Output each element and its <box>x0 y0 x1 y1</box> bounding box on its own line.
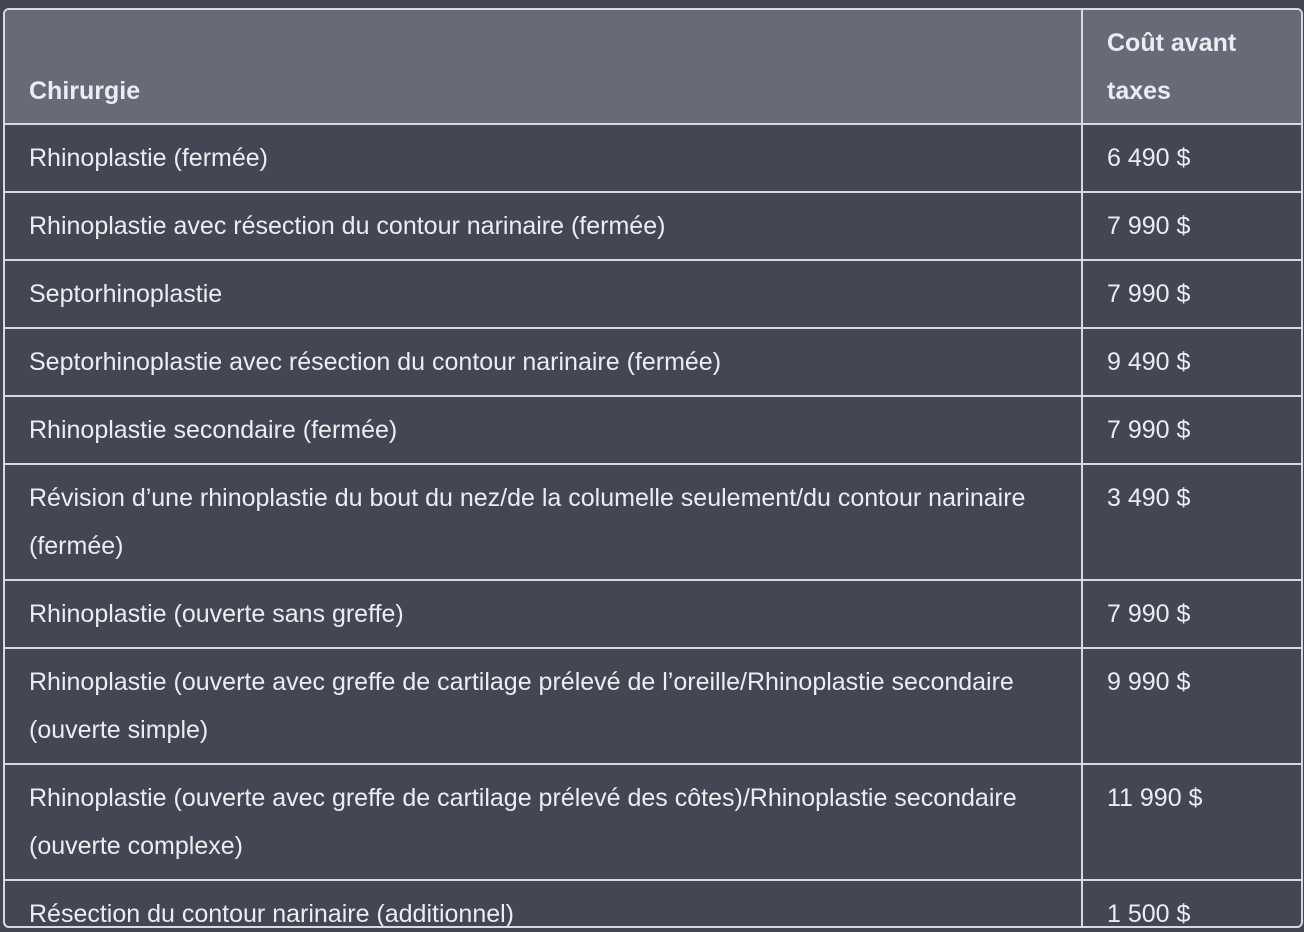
cost-cell: 11 990 $ <box>1082 764 1301 880</box>
surgery-cell: Rhinoplastie avec résection du contour narinaire (fermée) <box>5 192 1082 260</box>
surgery-cell: Résection du contour narinaire (additionnel) <box>5 880 1082 928</box>
surgery-cell: Rhinoplastie (fermée) <box>5 124 1082 192</box>
surgery-cell: Septorhinoplastie <box>5 260 1082 328</box>
table-row <box>5 124 1301 192</box>
table-row <box>5 648 1301 764</box>
column-header-surgery: Chirurgie <box>5 10 1082 124</box>
cost-cell: 9 990 $ <box>1082 648 1301 764</box>
surgery-cell: Rhinoplastie (ouverte avec greffe de cartilage prélevé de l’oreille/Rhinoplastie secondaire (ouverte simple) <box>5 648 1082 764</box>
surgery-cell: Révision d’une rhinoplastie du bout du nez/de la columelle seulement/du contour narinaire (fermée) <box>5 464 1082 580</box>
table-row <box>5 192 1301 260</box>
table-header-row <box>5 10 1301 124</box>
cost-cell: 3 490 $ <box>1082 464 1301 580</box>
surgery-cell: Rhinoplastie secondaire (fermée) <box>5 396 1082 464</box>
cost-cell: 7 990 $ <box>1082 260 1301 328</box>
price-table-container <box>3 8 1303 928</box>
surgery-cell: Septorhinoplastie avec résection du contour narinaire (fermée) <box>5 328 1082 396</box>
cost-cell: 7 990 $ <box>1082 580 1301 648</box>
table-row <box>5 764 1301 880</box>
surgery-cell: Rhinoplastie (ouverte avec greffe de cartilage prélevé des côtes)/Rhinoplastie secondaire (ouverte complexe) <box>5 764 1082 880</box>
cost-cell: 7 990 $ <box>1082 396 1301 464</box>
cost-cell: 1 500 $ <box>1107 900 1191 928</box>
table-row <box>5 580 1301 648</box>
price-table <box>5 10 1301 928</box>
column-header-cost: Coût avant taxes <box>1082 10 1301 124</box>
cost-cell: 6 490 $ <box>1082 124 1301 192</box>
cost-cell: 7 990 $ <box>1082 192 1301 260</box>
table-row <box>5 328 1301 396</box>
table-row <box>5 396 1301 464</box>
table-row <box>5 464 1301 580</box>
surgery-cell: Rhinoplastie (ouverte sans greffe) <box>5 580 1082 648</box>
cost-cell: 9 490 $ <box>1082 328 1301 396</box>
table-row <box>5 260 1301 328</box>
table-row <box>5 880 1301 928</box>
